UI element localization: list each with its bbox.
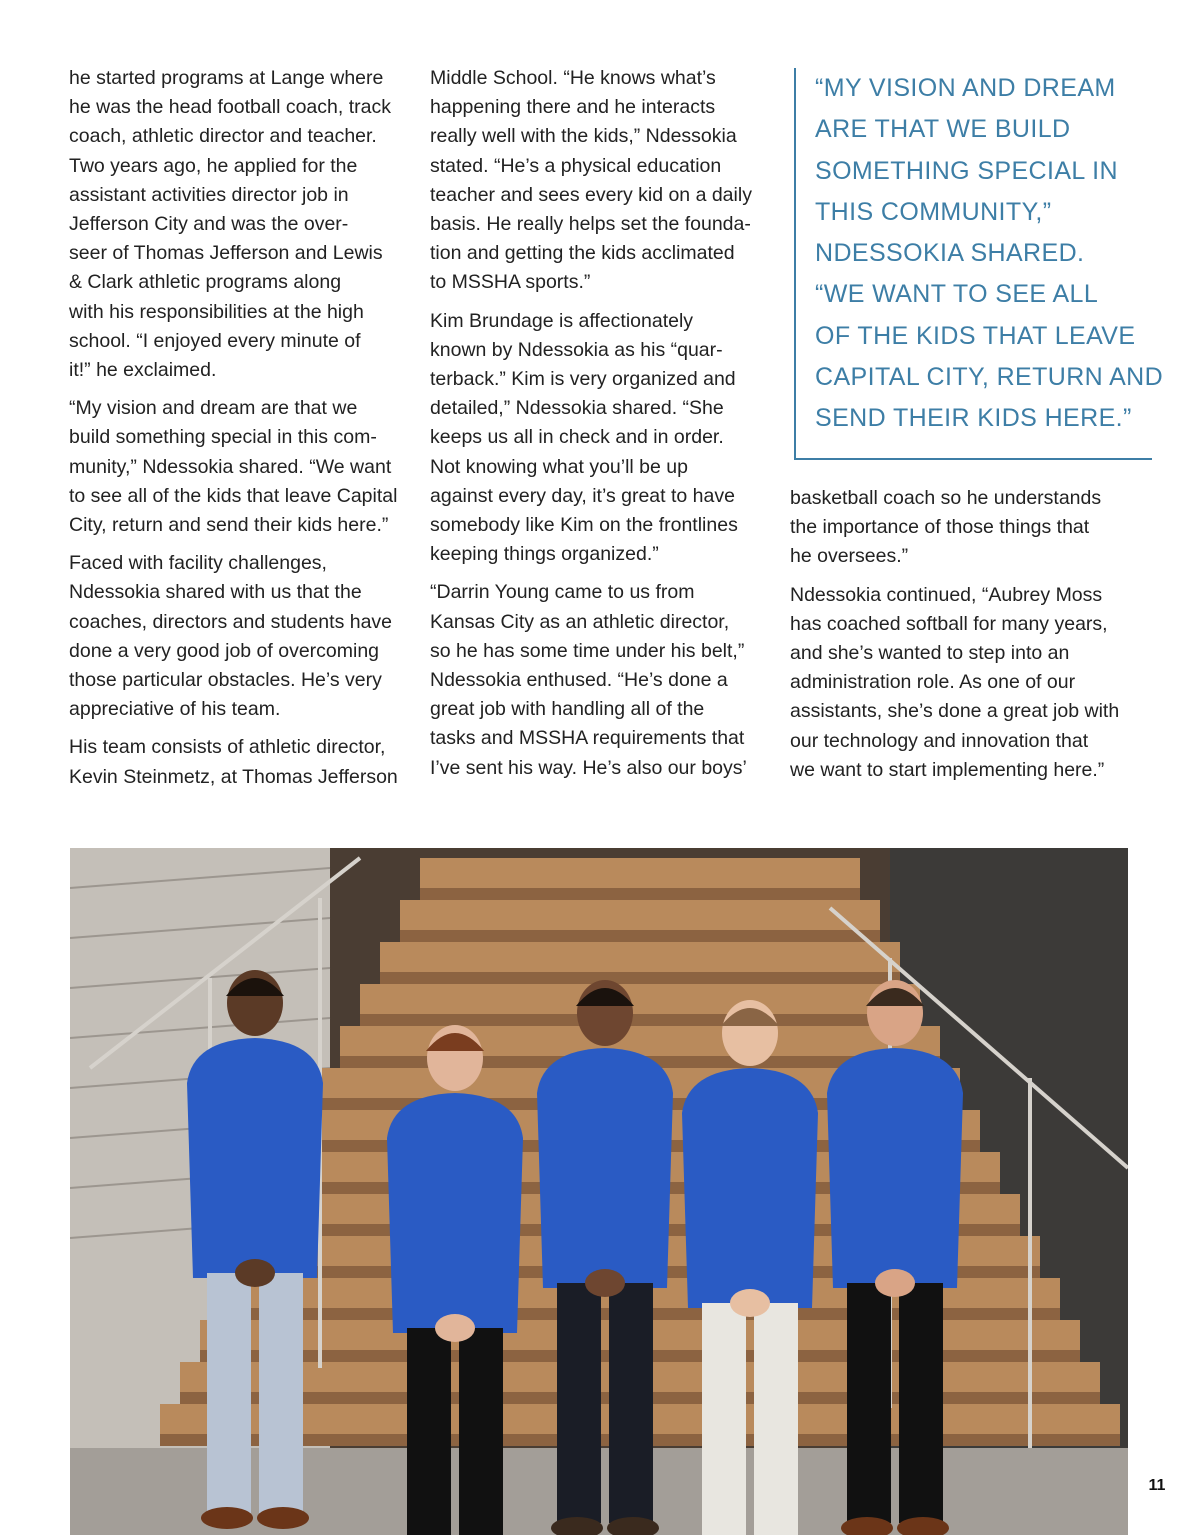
text-line: detailed,” Ndessokia shared. “She: [430, 397, 724, 420]
text-line: so he has some time under his belt,”: [430, 639, 745, 662]
step-tread: [400, 900, 880, 930]
step-riser: [380, 972, 900, 984]
text-line: coach, athletic director and teacher.: [69, 125, 377, 148]
text-line: terback.” Kim is very organized and: [430, 368, 736, 391]
text-line: administration role. As one of our: [790, 671, 1076, 694]
pull-quote-line: “MY VISION AND DREAM: [815, 74, 1116, 102]
text-line: Not knowing what you’ll be up: [430, 455, 688, 478]
text-line: assistants, she’s done a great job with: [790, 700, 1120, 723]
text-line: basketball coach so he understands: [790, 487, 1102, 509]
pull-quote-line: OF THE KIDS THAT LEAVE: [815, 321, 1136, 350]
text-line: Ndessokia shared with us that the: [69, 581, 362, 604]
step-tread: [420, 858, 860, 888]
text-line: keeping things organized.”: [430, 543, 659, 566]
article-column-2: [430, 64, 775, 792]
text-line: known by Ndessokia as his “quar-: [430, 338, 723, 361]
text-line: seer of Thomas Jefferson and Lewis: [69, 242, 383, 265]
text-line: His team consists of athletic director,: [69, 736, 386, 759]
text-line: keeps us all in check and in order.: [430, 426, 724, 449]
text-line: tasks and MSSHA requirements that: [430, 727, 745, 750]
article-column-1: [69, 64, 414, 801]
text-line: Ndessokia enthused. “He’s done a: [430, 669, 728, 692]
paragraph: [69, 394, 414, 540]
pull-quote-line: SOMETHING SPECIAL IN: [815, 156, 1118, 185]
step-riser: [420, 888, 860, 900]
text-line: to MSSHA sports.”: [430, 271, 591, 294]
text-line: with his responsibilities at the high: [69, 300, 364, 323]
text-line: & Clark athletic programs along: [69, 271, 342, 294]
text-line: teacher and sees every kid on a daily: [430, 183, 752, 206]
text-line: our technology and innovation that: [790, 729, 1089, 752]
text-line: the importance of those things that: [790, 516, 1090, 539]
text-line: somebody like Kim on the frontlines: [430, 514, 738, 537]
text-line: City, return and send their kids here.”: [69, 514, 389, 537]
text-line: to see all of the kids that leave Capital: [69, 484, 398, 507]
paragraph: [69, 733, 414, 791]
text-line: it!” he exclaimed.: [69, 359, 217, 382]
text-line: Kansas City as an athletic director,: [430, 610, 730, 633]
text-line: against every day, it’s great to have: [430, 484, 735, 507]
paragraph: [430, 64, 775, 298]
text-line: assistant activities director job in: [69, 183, 349, 206]
step-tread: [380, 942, 900, 972]
text-line: Two years ago, he applied for the: [69, 154, 358, 177]
paragraph: [69, 549, 414, 724]
text-line: school. “I enjoyed every minute of: [69, 329, 361, 352]
pull-quote-line: NDESSOKIA SHARED.: [815, 239, 1085, 268]
text-line: Jefferson City and was the over-: [69, 213, 349, 236]
text-line: Ndessokia continued, “Aubrey Moss: [790, 583, 1103, 606]
text-line: stated. “He’s a physical education: [430, 154, 722, 177]
team-photo: [70, 848, 1128, 1535]
text-line: he oversees.”: [790, 545, 909, 568]
text-line: coaches, directors and students have: [69, 610, 393, 633]
text-line: we want to start implementing here.”: [790, 758, 1105, 781]
pull-quote-line: SEND THEIR KIDS HERE.”: [815, 404, 1132, 433]
page-number: 11: [1148, 1477, 1166, 1494]
text-line: I’ve sent his way. He’s also our boys’: [430, 756, 747, 779]
text-line: “Darrin Young came to us from: [430, 581, 695, 604]
text-line: has coached softball for many years,: [790, 612, 1108, 635]
pull-quote: [794, 68, 1164, 460]
text-line: build something special in this com-: [69, 426, 377, 449]
step-riser: [360, 1014, 920, 1026]
text-line: basis. He really helps set the founda-: [430, 213, 751, 236]
paragraph: [790, 484, 1150, 572]
pull-quote-line: THIS COMMUNITY,”: [815, 197, 1052, 226]
text-line: he was the head football coach, track: [69, 96, 391, 119]
pull-quote-line: CAPITAL CITY, RETURN AND: [815, 363, 1164, 392]
paragraph: [790, 581, 1150, 785]
text-line: tion and getting the kids acclimated: [430, 242, 735, 265]
text-line: really well with the kids,” Ndessokia: [430, 125, 737, 148]
text-line: done a very good job of overcoming: [69, 639, 380, 662]
text-line: and she’s wanted to step into an: [790, 642, 1070, 665]
text-line: he started programs at Lange where: [69, 67, 384, 89]
pull-quote-line: ARE THAT WE BUILD: [815, 115, 1071, 144]
article-column-3: [790, 484, 1150, 794]
text-line: Faced with facility challenges,: [69, 552, 327, 575]
text-line: great job with handling all of the: [430, 698, 705, 721]
pull-quote-line: “WE WANT TO SEE ALL: [815, 280, 1099, 309]
text-line: Middle School. “He knows what’s: [430, 67, 716, 89]
text-line: Kevin Steinmetz, at Thomas Jefferson: [69, 765, 398, 788]
text-line: munity,” Ndessokia shared. “We want: [69, 455, 392, 478]
text-line: appreciative of his team.: [69, 698, 281, 721]
paragraph: [430, 307, 775, 570]
text-line: happening there and he interacts: [430, 96, 716, 119]
paragraph: [430, 578, 775, 782]
text-line: “My vision and dream are that we: [69, 397, 358, 420]
paragraph: [69, 64, 414, 385]
text-line: those particular obstacles. He’s very: [69, 669, 382, 692]
step-riser: [400, 930, 880, 942]
team-photo-illustration: [70, 848, 1128, 1535]
text-line: Kim Brundage is affectionately: [430, 309, 694, 332]
step-tread: [360, 984, 920, 1014]
